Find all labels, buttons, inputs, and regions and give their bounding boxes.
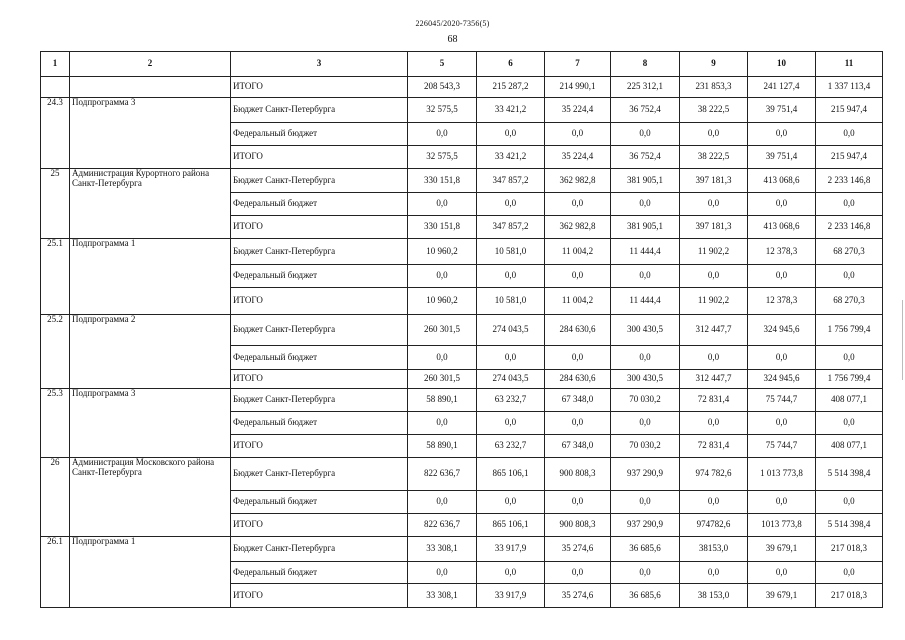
amount-cell: 865 106,1 xyxy=(477,458,545,491)
amount-cell: 0,0 xyxy=(477,562,545,584)
column-header: 10 xyxy=(748,52,816,77)
amount-cell: 397 181,3 xyxy=(680,169,748,193)
funding-source: Бюджет Санкт-Петербурга xyxy=(231,458,408,491)
amount-cell: 0,0 xyxy=(408,491,477,514)
amount-cell: 0,0 xyxy=(816,123,883,146)
amount-cell: 0,0 xyxy=(816,562,883,584)
amount-cell: 0,0 xyxy=(408,562,477,584)
amount-cell: 274 043,5 xyxy=(477,370,545,389)
table-row xyxy=(41,239,883,265)
amount-cell: 324 945,6 xyxy=(748,315,816,346)
amount-cell: 0,0 xyxy=(545,346,611,370)
program-name: Подпрограмма 1 xyxy=(70,537,231,608)
row-code: 24.3 xyxy=(41,98,70,169)
amount-cell: 33 917,9 xyxy=(477,584,545,608)
amount-cell: 0,0 xyxy=(748,193,816,216)
program-name: Подпрограмма 3 xyxy=(70,389,231,458)
amount-cell: 362 982,8 xyxy=(545,216,611,239)
amount-cell: 67 348,0 xyxy=(545,435,611,458)
amount-cell: 32 575,5 xyxy=(408,146,477,169)
amount-cell: 0,0 xyxy=(477,123,545,146)
column-header: 3 xyxy=(231,52,408,77)
amount-cell: 0,0 xyxy=(748,123,816,146)
table-header-row xyxy=(41,52,883,77)
amount-cell: 215 947,4 xyxy=(816,146,883,169)
funding-source: ИТОГО xyxy=(231,216,408,239)
amount-cell: 11 004,2 xyxy=(545,239,611,265)
amount-cell: 974 782,6 xyxy=(680,458,748,491)
row-code xyxy=(41,77,70,98)
column-header: 1 xyxy=(41,52,70,77)
amount-cell: 974782,6 xyxy=(680,514,748,537)
amount-cell: 32 575,5 xyxy=(408,98,477,123)
program-name: Администрация Курортного района Санкт-Петербурга xyxy=(70,169,231,239)
amount-cell: 324 945,6 xyxy=(748,370,816,389)
amount-cell: 0,0 xyxy=(477,491,545,514)
amount-cell: 12 378,3 xyxy=(748,239,816,265)
amount-cell: 33 308,1 xyxy=(408,537,477,562)
table-row xyxy=(41,169,883,193)
amount-cell: 58 890,1 xyxy=(408,435,477,458)
funding-source: ИТОГО xyxy=(231,146,408,169)
amount-cell: 39 679,1 xyxy=(748,537,816,562)
amount-cell: 312 447,7 xyxy=(680,315,748,346)
amount-cell: 0,0 xyxy=(477,193,545,216)
funding-source: Бюджет Санкт-Петербурга xyxy=(231,169,408,193)
amount-cell: 0,0 xyxy=(408,346,477,370)
column-header: 2 xyxy=(70,52,231,77)
amount-cell: 0,0 xyxy=(408,193,477,216)
amount-cell: 11 444,4 xyxy=(611,288,680,315)
amount-cell: 33 421,2 xyxy=(477,146,545,169)
amount-cell: 937 290,9 xyxy=(611,514,680,537)
amount-cell: 284 630,6 xyxy=(545,370,611,389)
page-number: 68 xyxy=(447,34,458,45)
row-code: 26.1 xyxy=(41,537,70,608)
amount-cell: 33 917,9 xyxy=(477,537,545,562)
amount-cell: 0,0 xyxy=(408,123,477,146)
amount-cell: 900 808,3 xyxy=(545,514,611,537)
amount-cell: 0,0 xyxy=(545,412,611,435)
row-code: 25.2 xyxy=(41,315,70,389)
amount-cell: 63 232,7 xyxy=(477,389,545,412)
amount-cell: 347 857,2 xyxy=(477,169,545,193)
amount-cell: 0,0 xyxy=(748,562,816,584)
amount-cell: 0,0 xyxy=(680,412,748,435)
funding-source: Федеральный бюджет xyxy=(231,412,408,435)
funding-source: ИТОГО xyxy=(231,370,408,389)
program-name: Подпрограмма 3 xyxy=(70,98,231,169)
funding-source: Бюджет Санкт-Петербурга xyxy=(231,389,408,412)
amount-cell: 362 982,8 xyxy=(545,169,611,193)
column-header: 11 xyxy=(816,52,883,77)
table-row xyxy=(41,537,883,562)
amount-cell: 68 270,3 xyxy=(816,239,883,265)
amount-cell: 39 751,4 xyxy=(748,98,816,123)
amount-cell: 0,0 xyxy=(816,193,883,216)
amount-cell: 215 287,2 xyxy=(477,77,545,98)
table-row xyxy=(41,458,883,491)
amount-cell: 72 831,4 xyxy=(680,435,748,458)
funding-source: Федеральный бюджет xyxy=(231,193,408,216)
amount-cell: 865 106,1 xyxy=(477,514,545,537)
amount-cell: 260 301,5 xyxy=(408,315,477,346)
amount-cell: 0,0 xyxy=(680,123,748,146)
amount-cell: 38 153,0 xyxy=(680,584,748,608)
amount-cell: 0,0 xyxy=(748,346,816,370)
amount-cell: 217 018,3 xyxy=(816,584,883,608)
amount-cell: 900 808,3 xyxy=(545,458,611,491)
table-row xyxy=(41,98,883,123)
amount-cell: 413 068,6 xyxy=(748,216,816,239)
amount-cell: 1 013 773,8 xyxy=(748,458,816,491)
program-name: Подпрограмма 1 xyxy=(70,239,231,315)
amount-cell: 0,0 xyxy=(748,265,816,288)
column-header: 8 xyxy=(611,52,680,77)
scan-edge-mark xyxy=(902,300,903,380)
amount-cell: 36 752,4 xyxy=(611,98,680,123)
amount-cell: 330 151,8 xyxy=(408,216,477,239)
amount-cell: 0,0 xyxy=(477,265,545,288)
amount-cell: 0,0 xyxy=(816,265,883,288)
amount-cell: 10 581,0 xyxy=(477,239,545,265)
funding-source: Бюджет Санкт-Петербурга xyxy=(231,98,408,123)
amount-cell: 381 905,1 xyxy=(611,169,680,193)
amount-cell: 0,0 xyxy=(545,193,611,216)
table-row xyxy=(41,77,883,98)
amount-cell: 0,0 xyxy=(611,346,680,370)
amount-cell: 11 004,2 xyxy=(545,288,611,315)
amount-cell: 39 679,1 xyxy=(748,584,816,608)
table-body xyxy=(41,77,883,608)
amount-cell: 5 514 398,4 xyxy=(816,514,883,537)
amount-cell: 5 514 398,4 xyxy=(816,458,883,491)
amount-cell: 11 444,4 xyxy=(611,239,680,265)
row-code: 25.3 xyxy=(41,389,70,458)
amount-cell: 208 543,3 xyxy=(408,77,477,98)
amount-cell: 1 756 799,4 xyxy=(816,370,883,389)
amount-cell: 35 274,6 xyxy=(545,537,611,562)
column-header: 5 xyxy=(408,52,477,77)
amount-cell: 67 348,0 xyxy=(545,389,611,412)
amount-cell: 300 430,5 xyxy=(611,315,680,346)
amount-cell: 0,0 xyxy=(816,491,883,514)
amount-cell: 225 312,1 xyxy=(611,77,680,98)
funding-source: Федеральный бюджет xyxy=(231,346,408,370)
funding-source: Федеральный бюджет xyxy=(231,265,408,288)
amount-cell: 214 990,1 xyxy=(545,77,611,98)
program-name: Администрация Московского района Санкт-Петербурга xyxy=(70,458,231,537)
amount-cell: 822 636,7 xyxy=(408,458,477,491)
amount-cell: 0,0 xyxy=(748,412,816,435)
amount-cell: 0,0 xyxy=(680,346,748,370)
funding-source: ИТОГО xyxy=(231,514,408,537)
amount-cell: 10 581,0 xyxy=(477,288,545,315)
amount-cell: 0,0 xyxy=(545,123,611,146)
column-header: 6 xyxy=(477,52,545,77)
amount-cell: 0,0 xyxy=(611,491,680,514)
amount-cell: 35 274,6 xyxy=(545,584,611,608)
amount-cell: 284 630,6 xyxy=(545,315,611,346)
amount-cell: 0,0 xyxy=(680,193,748,216)
funding-source: ИТОГО xyxy=(231,435,408,458)
row-code: 26 xyxy=(41,458,70,537)
amount-cell: 0,0 xyxy=(408,265,477,288)
amount-cell: 0,0 xyxy=(477,346,545,370)
amount-cell: 39 751,4 xyxy=(748,146,816,169)
amount-cell: 0,0 xyxy=(408,412,477,435)
amount-cell: 38 222,5 xyxy=(680,98,748,123)
amount-cell: 312 447,7 xyxy=(680,370,748,389)
row-code: 25 xyxy=(41,169,70,239)
amount-cell: 397 181,3 xyxy=(680,216,748,239)
amount-cell: 0,0 xyxy=(611,123,680,146)
amount-cell: 408 077,1 xyxy=(816,435,883,458)
amount-cell: 33 308,1 xyxy=(408,584,477,608)
amount-cell: 35 224,4 xyxy=(545,98,611,123)
amount-cell: 70 030,2 xyxy=(611,389,680,412)
column-header: 7 xyxy=(545,52,611,77)
row-code: 25.1 xyxy=(41,239,70,315)
amount-cell: 413 068,6 xyxy=(748,169,816,193)
amount-cell: 0,0 xyxy=(611,265,680,288)
amount-cell: 10 960,2 xyxy=(408,239,477,265)
funding-source: Бюджет Санкт-Петербурга xyxy=(231,239,408,265)
funding-source: ИТОГО xyxy=(231,288,408,315)
amount-cell: 0,0 xyxy=(680,265,748,288)
amount-cell: 63 232,7 xyxy=(477,435,545,458)
amount-cell: 0,0 xyxy=(816,412,883,435)
amount-cell: 0,0 xyxy=(680,491,748,514)
amount-cell: 300 430,5 xyxy=(611,370,680,389)
amount-cell: 70 030,2 xyxy=(611,435,680,458)
amount-cell: 260 301,5 xyxy=(408,370,477,389)
amount-cell: 11 902,2 xyxy=(680,239,748,265)
amount-cell: 38153,0 xyxy=(680,537,748,562)
amount-cell: 38 222,5 xyxy=(680,146,748,169)
amount-cell: 241 127,4 xyxy=(748,77,816,98)
amount-cell: 1 337 113,4 xyxy=(816,77,883,98)
amount-cell: 68 270,3 xyxy=(816,288,883,315)
table-row xyxy=(41,315,883,346)
budget-table xyxy=(40,51,883,608)
amount-cell: 10 960,2 xyxy=(408,288,477,315)
funding-source: Бюджет Санкт-Петербурга xyxy=(231,537,408,562)
amount-cell: 75 744,7 xyxy=(748,435,816,458)
amount-cell: 36 685,6 xyxy=(611,537,680,562)
funding-source: Федеральный бюджет xyxy=(231,562,408,584)
amount-cell: 1 756 799,4 xyxy=(816,315,883,346)
amount-cell: 75 744,7 xyxy=(748,389,816,412)
column-header: 9 xyxy=(680,52,748,77)
amount-cell: 36 685,6 xyxy=(611,584,680,608)
amount-cell: 12 378,3 xyxy=(748,288,816,315)
amount-cell: 33 421,2 xyxy=(477,98,545,123)
amount-cell: 0,0 xyxy=(545,491,611,514)
amount-cell: 0,0 xyxy=(545,265,611,288)
amount-cell: 347 857,2 xyxy=(477,216,545,239)
table-row xyxy=(41,389,883,412)
amount-cell: 0,0 xyxy=(611,562,680,584)
amount-cell: 11 902,2 xyxy=(680,288,748,315)
funding-source: Бюджет Санкт-Петербурга xyxy=(231,315,408,346)
amount-cell: 2 233 146,8 xyxy=(816,216,883,239)
amount-cell: 0,0 xyxy=(611,193,680,216)
amount-cell: 0,0 xyxy=(816,346,883,370)
program-name xyxy=(70,77,231,98)
amount-cell: 58 890,1 xyxy=(408,389,477,412)
amount-cell: 0,0 xyxy=(611,412,680,435)
amount-cell: 330 151,8 xyxy=(408,169,477,193)
funding-source: Федеральный бюджет xyxy=(231,123,408,146)
amount-cell: 0,0 xyxy=(477,412,545,435)
amount-cell: 2 233 146,8 xyxy=(816,169,883,193)
amount-cell: 937 290,9 xyxy=(611,458,680,491)
amount-cell: 381 905,1 xyxy=(611,216,680,239)
amount-cell: 822 636,7 xyxy=(408,514,477,537)
amount-cell: 72 831,4 xyxy=(680,389,748,412)
amount-cell: 0,0 xyxy=(545,562,611,584)
amount-cell: 36 752,4 xyxy=(611,146,680,169)
funding-source: ИТОГО xyxy=(231,584,408,608)
program-name: Подпрограмма 2 xyxy=(70,315,231,389)
document-id-header: 226045/2020-7356(5) xyxy=(415,19,490,28)
amount-cell: 215 947,4 xyxy=(816,98,883,123)
funding-source: ИТОГО xyxy=(231,77,408,98)
amount-cell: 1013 773,8 xyxy=(748,514,816,537)
funding-source: Федеральный бюджет xyxy=(231,491,408,514)
amount-cell: 0,0 xyxy=(680,562,748,584)
amount-cell: 408 077,1 xyxy=(816,389,883,412)
amount-cell: 0,0 xyxy=(748,491,816,514)
amount-cell: 274 043,5 xyxy=(477,315,545,346)
amount-cell: 217 018,3 xyxy=(816,537,883,562)
amount-cell: 231 853,3 xyxy=(680,77,748,98)
amount-cell: 35 224,4 xyxy=(545,146,611,169)
